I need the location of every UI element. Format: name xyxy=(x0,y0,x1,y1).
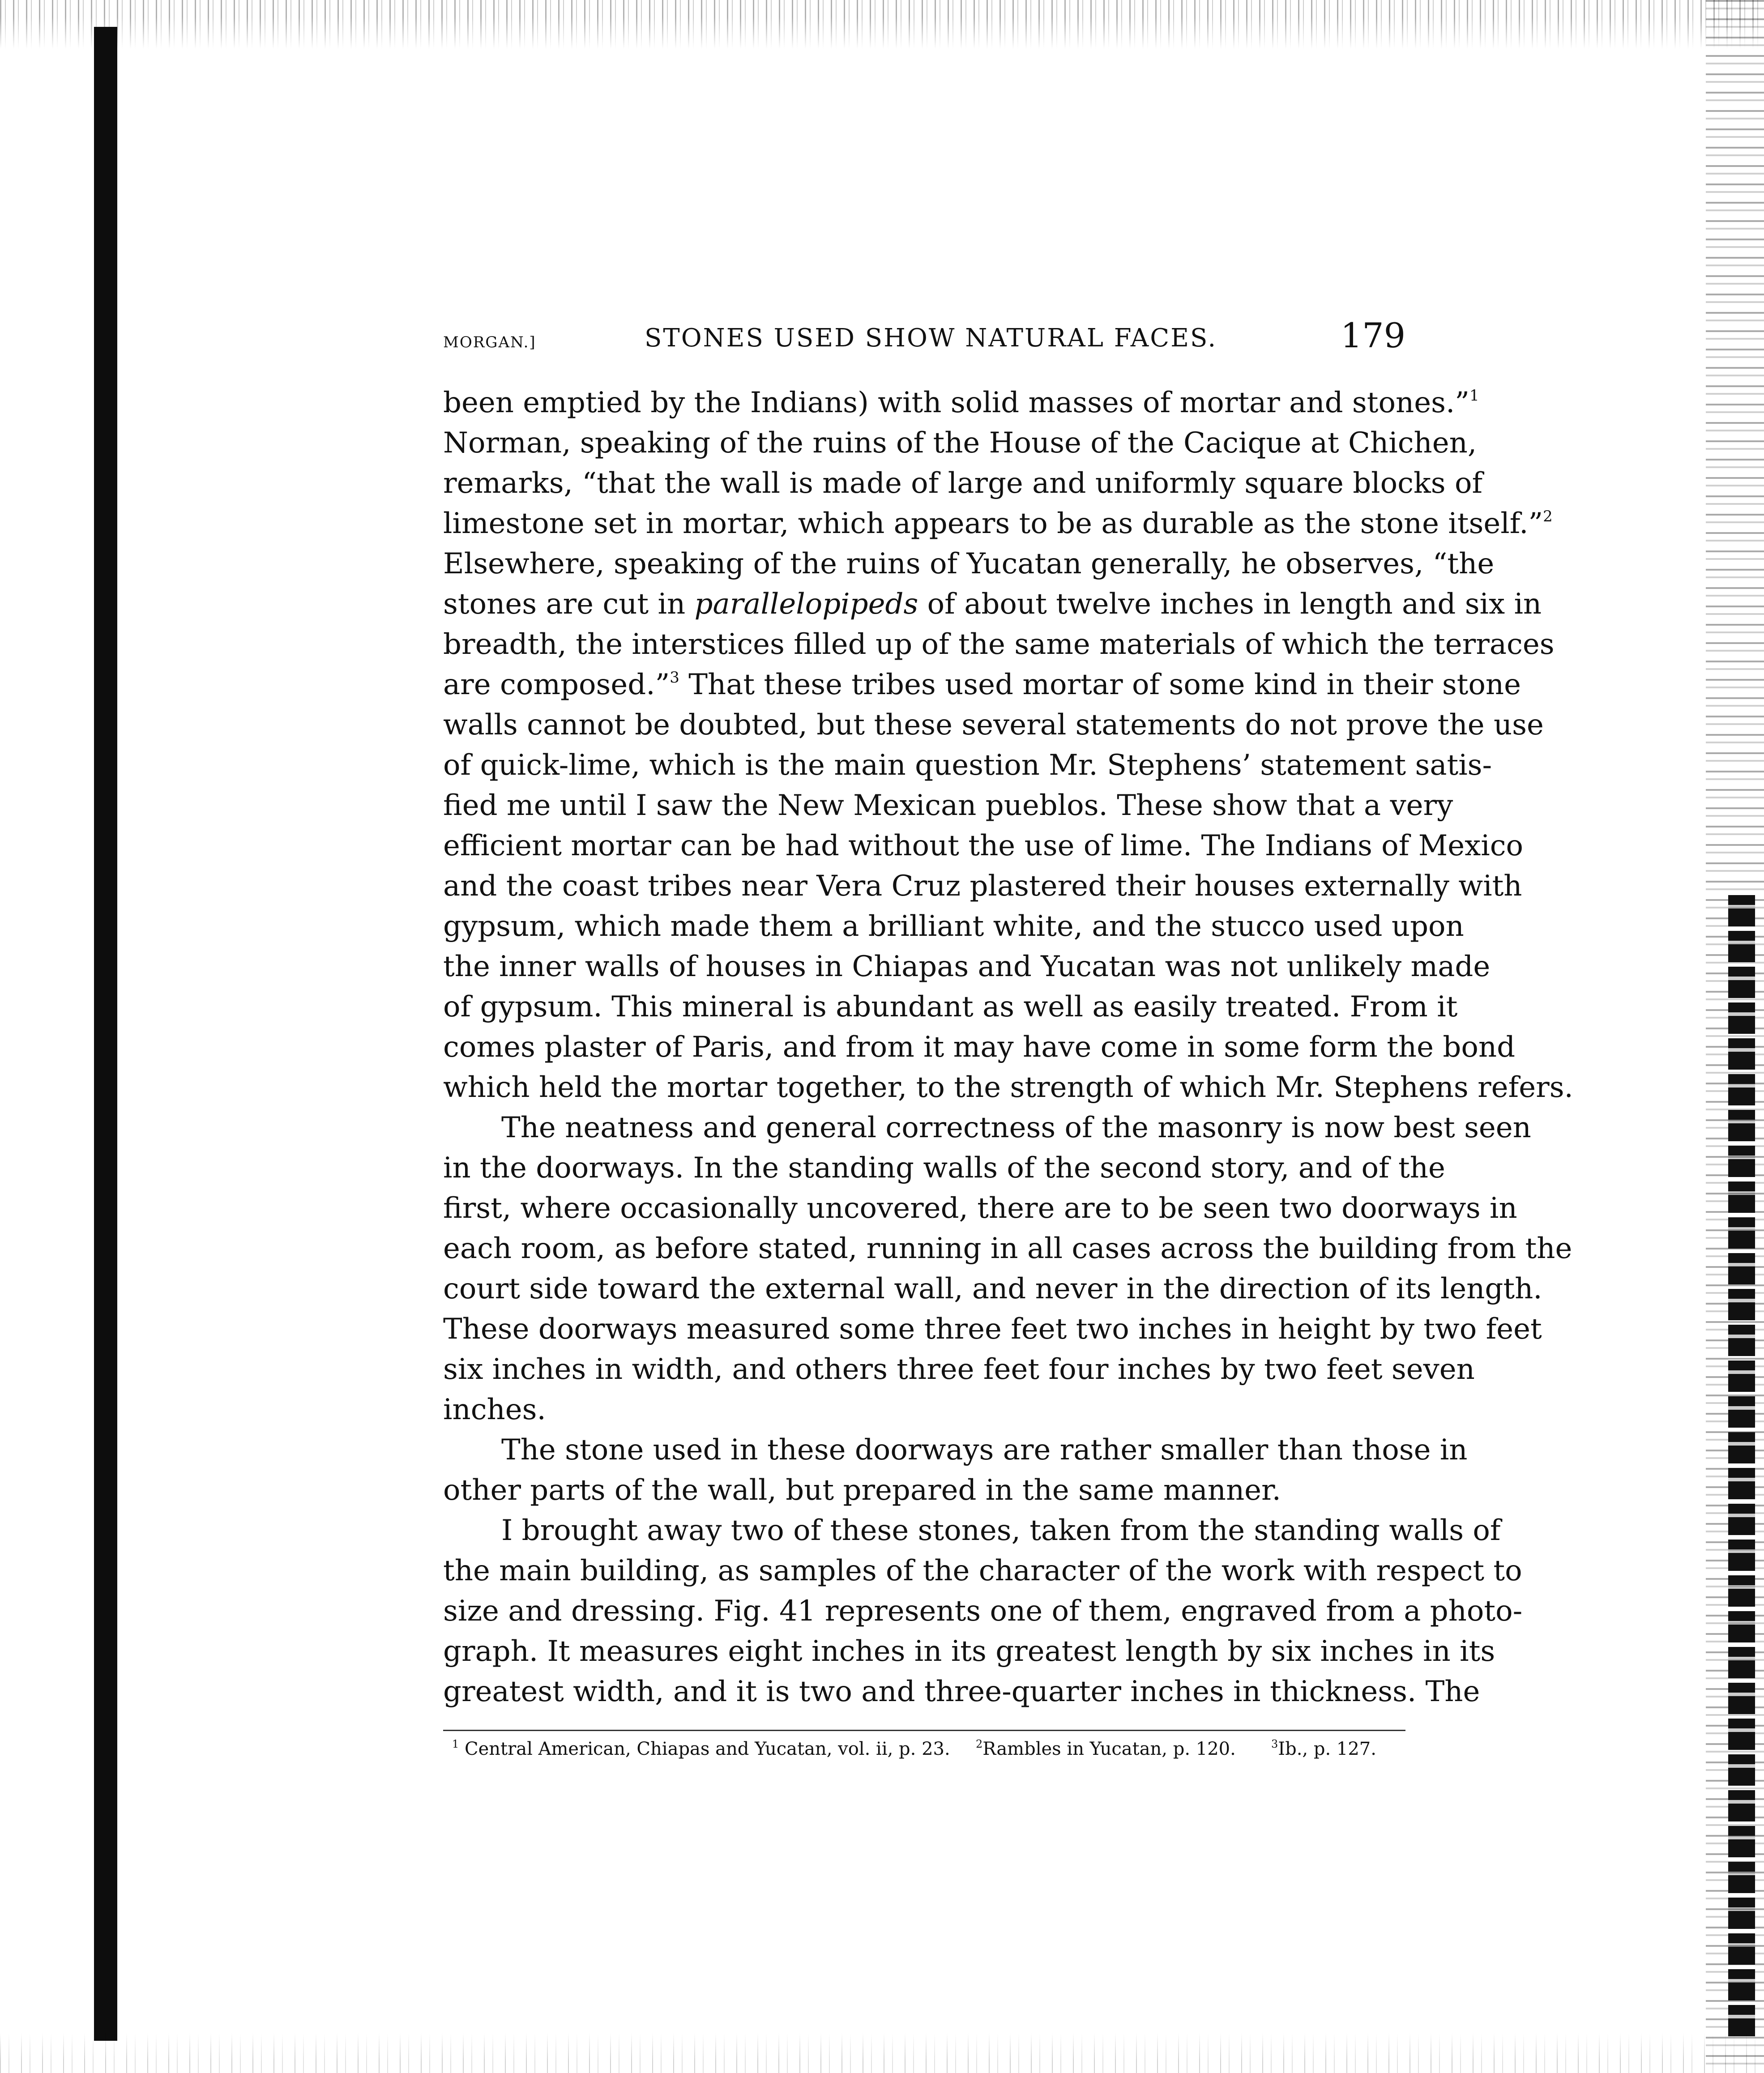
text-line: stones are cut in parallelopipeds of about twelve inches in length and six in xyxy=(443,588,1542,621)
scan-noise-right-edge-dark xyxy=(1728,895,1755,2036)
text-line: The stone used in these doorways are rather smaller than those in xyxy=(501,1433,1468,1467)
text-line: court side toward the external wall, and never in the direction of its length. xyxy=(443,1272,1542,1305)
text-line: breadth, the interstices filled up of the same materials of which the terraces xyxy=(443,628,1555,661)
footnotes xyxy=(452,1736,1397,1762)
text-line: remarks, “that the wall is made of large and uniformly square blocks of xyxy=(443,467,1483,500)
text-line: Elsewhere, speaking of the ruins of Yucatan generally, he observes, “the xyxy=(443,547,1495,580)
scan-noise-top xyxy=(0,0,1764,49)
text-line: each room, as before stated, running in all cases across the building from the xyxy=(443,1232,1572,1265)
text-line: the inner walls of houses in Chiapas and Yucatan was not unlikely made xyxy=(443,950,1491,983)
text-line: greatest width, and it is two and three-quarter inches in thickness. The xyxy=(443,1675,1480,1708)
text-line: been emptied by the Indians) with solid masses of mortar and stones.”$^1$ xyxy=(443,386,1479,419)
binding-shadow xyxy=(94,27,117,2041)
text-line: inches. xyxy=(443,1393,546,1426)
text-line: efficient mortar can be had without the use of lime. The Indians of Mexico xyxy=(443,829,1524,862)
text-line: gypsum, which made them a brilliant white, and the stucco used upon xyxy=(443,910,1464,943)
text-line: fied me until I saw the New Mexican pueblos. These show that a very xyxy=(443,789,1453,822)
text-line: limestone set in mortar, which appears to be as durable as the stone itself.”$^2$ xyxy=(443,507,1553,540)
footnote-1: $^1$ Central American, Chiapas and Yucatan, vol. ii, p. 23. xyxy=(452,1738,950,1759)
text-line: which held the mortar together, to the strength of which Mr. Stephens refers. xyxy=(443,1071,1573,1104)
text-line: of gypsum. This mineral is abundant as well as easily treated. From it xyxy=(443,990,1458,1024)
text-line: the main building, as samples of the character of the work with respect to xyxy=(443,1554,1522,1587)
footnote-3: $^3$Ib., p. 127. xyxy=(1271,1738,1376,1759)
text-line: of quick-lime, which is the main question Mr. Stephens’ statement satis- xyxy=(443,749,1492,782)
text-line: first, where occasionally uncovered, there are to be seen two doorways in xyxy=(443,1192,1517,1225)
text-line: These doorways measured some three feet two inches in height by two feet xyxy=(443,1313,1542,1346)
text-line: size and dressing. Fig. 41 represents one of them, engraved from a photo- xyxy=(443,1595,1523,1628)
text-line: Norman, speaking of the ruins of the House of the Cacique at Chichen, xyxy=(443,427,1477,460)
footnote-ref: 2 xyxy=(1543,508,1553,525)
scan-noise-bottom xyxy=(0,2033,1764,2073)
italic-term: parallelopipeds xyxy=(694,588,918,621)
text-line: in the doorways. In the standing walls of the second story, and of the xyxy=(443,1152,1445,1185)
running-head-author: MORGAN.] xyxy=(443,333,536,351)
text-line: six inches in width, and others three feet four inches by two feet seven xyxy=(443,1353,1475,1386)
footnote-rule xyxy=(443,1730,1405,1731)
text-line: and the coast tribes near Vera Cruz plastered their houses externally with xyxy=(443,870,1522,903)
footnote-ref: 1 xyxy=(1469,387,1479,405)
footnote-2: $^2$Rambles in Yucatan, p. 120. xyxy=(976,1738,1236,1759)
running-head xyxy=(443,316,1405,365)
text-line: are composed.”$^3$ That these tribes used mortar of some kind in their stone xyxy=(443,668,1521,701)
text-line: graph. It measures eight inches in its greatest length by six inches in its xyxy=(443,1635,1495,1668)
running-head-title: STONES USED SHOW NATURAL FACES. xyxy=(645,324,1217,353)
body-text xyxy=(443,383,1573,1712)
text-line: The neatness and general correctness of the masonry is now best seen xyxy=(501,1111,1531,1144)
text-line: other parts of the wall, but prepared in the same manner. xyxy=(443,1474,1281,1507)
text-line: walls cannot be doubted, but these several statements do not prove the use xyxy=(443,708,1544,742)
page-number: 179 xyxy=(1340,316,1405,355)
text-line: I brought away two of these stones, taken from the standing walls of xyxy=(501,1514,1501,1547)
text-line: comes plaster of Paris, and from it may have come in some form the bond xyxy=(443,1031,1516,1064)
footnote-ref: 3 xyxy=(670,669,679,687)
